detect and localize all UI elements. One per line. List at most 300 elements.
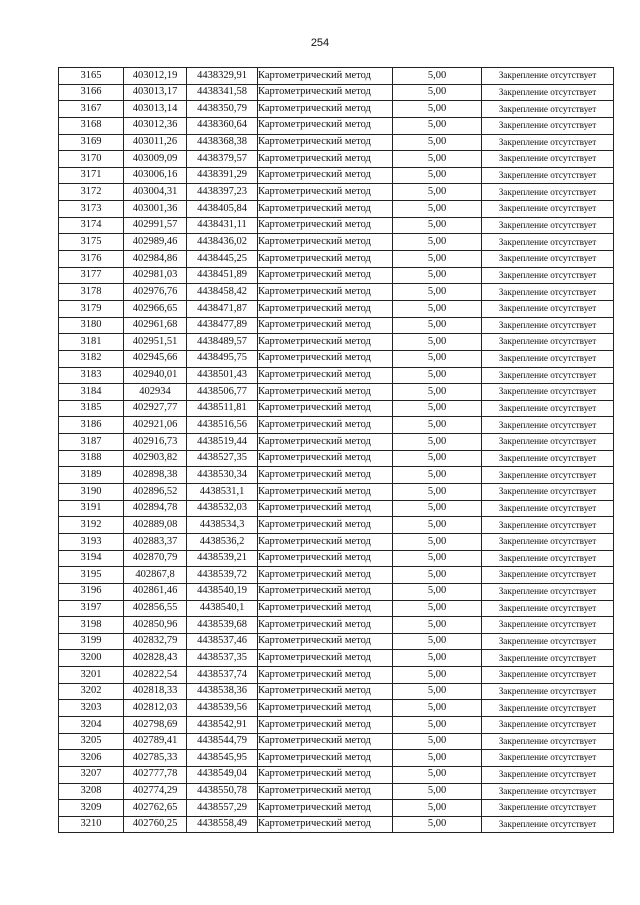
method-cell: Картометрический метод	[258, 267, 393, 284]
table-row	[59, 101, 614, 118]
accuracy-cell: 5,00	[393, 267, 482, 284]
accuracy-cell: 5,00	[393, 700, 482, 717]
table-row	[59, 400, 614, 417]
accuracy-cell: 5,00	[393, 467, 482, 484]
table-row	[59, 467, 614, 484]
point-number-cell: 3197	[59, 600, 124, 617]
method-cell: Картометрический метод	[258, 517, 393, 534]
accuracy-cell: 5,00	[393, 550, 482, 567]
y-coordinate-cell: 4438516,56	[187, 417, 258, 434]
method-cell: Картометрический метод	[258, 750, 393, 767]
table-row	[59, 617, 614, 634]
point-number-cell: 3182	[59, 350, 124, 367]
accuracy-cell: 5,00	[393, 400, 482, 417]
y-coordinate-cell: 4438391,29	[187, 167, 258, 184]
x-coordinate-cell: 403013,17	[124, 84, 187, 101]
method-cell: Картометрический метод	[258, 600, 393, 617]
accuracy-cell: 5,00	[393, 217, 482, 234]
y-coordinate-cell: 4438537,35	[187, 650, 258, 667]
point-number-cell: 3168	[59, 117, 124, 134]
x-coordinate-cell: 402785,33	[124, 750, 187, 767]
fixation-cell: Закрепление отсутствует	[482, 101, 614, 118]
y-coordinate-cell: 4438558,49	[187, 816, 258, 833]
y-coordinate-cell: 4438379,57	[187, 151, 258, 168]
fixation-cell: Закрепление отсутствует	[482, 567, 614, 584]
table-row	[59, 284, 614, 301]
accuracy-cell: 5,00	[393, 300, 482, 317]
x-coordinate-cell: 402798,69	[124, 716, 187, 733]
method-cell: Картометрический метод	[258, 816, 393, 833]
fixation-cell: Закрепление отсутствует	[482, 217, 614, 234]
method-cell: Картометрический метод	[258, 484, 393, 501]
x-coordinate-cell: 402976,76	[124, 284, 187, 301]
accuracy-cell: 5,00	[393, 683, 482, 700]
accuracy-cell: 5,00	[393, 650, 482, 667]
method-cell: Картометрический метод	[258, 650, 393, 667]
y-coordinate-cell: 4438544,79	[187, 733, 258, 750]
y-coordinate-cell: 4438532,03	[187, 500, 258, 517]
y-coordinate-cell: 4438530,34	[187, 467, 258, 484]
point-number-cell: 3181	[59, 334, 124, 351]
y-coordinate-cell: 4438536,2	[187, 533, 258, 550]
y-coordinate-cell: 4438368,38	[187, 134, 258, 151]
table-body	[59, 68, 614, 833]
accuracy-cell: 5,00	[393, 167, 482, 184]
x-coordinate-cell: 402916,73	[124, 434, 187, 451]
fixation-cell: Закрепление отсутствует	[482, 334, 614, 351]
table-row	[59, 167, 614, 184]
fixation-cell: Закрепление отсутствует	[482, 667, 614, 684]
x-coordinate-cell: 402856,55	[124, 600, 187, 617]
method-cell: Картометрический метод	[258, 217, 393, 234]
method-cell: Картометрический метод	[258, 800, 393, 817]
fixation-cell: Закрепление отсутствует	[482, 517, 614, 534]
accuracy-cell: 5,00	[393, 184, 482, 201]
method-cell: Картометрический метод	[258, 68, 393, 85]
x-coordinate-cell: 403006,16	[124, 167, 187, 184]
x-coordinate-cell: 402934	[124, 384, 187, 401]
fixation-cell: Закрепление отсутствует	[482, 167, 614, 184]
method-cell: Картометрический метод	[258, 251, 393, 268]
y-coordinate-cell: 4438495,75	[187, 350, 258, 367]
accuracy-cell: 5,00	[393, 417, 482, 434]
fixation-cell: Закрепление отсутствует	[482, 550, 614, 567]
x-coordinate-cell: 403012,19	[124, 68, 187, 85]
point-number-cell: 3210	[59, 816, 124, 833]
point-number-cell: 3190	[59, 484, 124, 501]
x-coordinate-cell: 403013,14	[124, 101, 187, 118]
fixation-cell: Закрепление отсутствует	[482, 184, 614, 201]
point-number-cell: 3165	[59, 68, 124, 85]
fixation-cell: Закрепление отсутствует	[482, 484, 614, 501]
accuracy-cell: 5,00	[393, 766, 482, 783]
x-coordinate-cell: 403009,09	[124, 151, 187, 168]
y-coordinate-cell: 4438511,81	[187, 400, 258, 417]
x-coordinate-cell: 403004,31	[124, 184, 187, 201]
point-number-cell: 3201	[59, 667, 124, 684]
fixation-cell: Закрепление отсутствует	[482, 683, 614, 700]
fixation-cell: Закрепление отсутствует	[482, 234, 614, 251]
x-coordinate-cell: 402883,37	[124, 533, 187, 550]
fixation-cell: Закрепление отсутствует	[482, 533, 614, 550]
y-coordinate-cell: 4438405,84	[187, 201, 258, 218]
table-row	[59, 450, 614, 467]
point-number-cell: 3184	[59, 384, 124, 401]
point-number-cell: 3178	[59, 284, 124, 301]
table-row	[59, 151, 614, 168]
point-number-cell: 3167	[59, 101, 124, 118]
fixation-cell: Закрепление отсутствует	[482, 450, 614, 467]
fixation-cell: Закрепление отсутствует	[482, 251, 614, 268]
point-number-cell: 3193	[59, 533, 124, 550]
fixation-cell: Закрепление отсутствует	[482, 467, 614, 484]
x-coordinate-cell: 403012,36	[124, 117, 187, 134]
x-coordinate-cell: 402867,8	[124, 567, 187, 584]
fixation-cell: Закрепление отсутствует	[482, 816, 614, 833]
table-row	[59, 217, 614, 234]
method-cell: Картометрический метод	[258, 101, 393, 118]
table-row	[59, 567, 614, 584]
point-number-cell: 3198	[59, 617, 124, 634]
x-coordinate-cell: 402966,65	[124, 300, 187, 317]
y-coordinate-cell: 4438537,74	[187, 667, 258, 684]
method-cell: Картометрический метод	[258, 284, 393, 301]
method-cell: Картометрический метод	[258, 151, 393, 168]
method-cell: Картометрический метод	[258, 783, 393, 800]
table-row	[59, 500, 614, 517]
method-cell: Картометрический метод	[258, 633, 393, 650]
fixation-cell: Закрепление отсутствует	[482, 267, 614, 284]
y-coordinate-cell: 4438445,25	[187, 251, 258, 268]
table-row	[59, 700, 614, 717]
x-coordinate-cell: 402961,68	[124, 317, 187, 334]
accuracy-cell: 5,00	[393, 117, 482, 134]
method-cell: Картометрический метод	[258, 300, 393, 317]
method-cell: Картометрический метод	[258, 583, 393, 600]
table-row	[59, 766, 614, 783]
x-coordinate-cell: 402889,08	[124, 517, 187, 534]
accuracy-cell: 5,00	[393, 716, 482, 733]
point-number-cell: 3194	[59, 550, 124, 567]
table-row	[59, 517, 614, 534]
point-number-cell: 3196	[59, 583, 124, 600]
method-cell: Картометрический метод	[258, 350, 393, 367]
method-cell: Картометрический метод	[258, 700, 393, 717]
y-coordinate-cell: 4438537,46	[187, 633, 258, 650]
y-coordinate-cell: 4438397,23	[187, 184, 258, 201]
accuracy-cell: 5,00	[393, 533, 482, 550]
x-coordinate-cell: 402777,78	[124, 766, 187, 783]
fixation-cell: Закрепление отсутствует	[482, 650, 614, 667]
y-coordinate-cell: 4438527,35	[187, 450, 258, 467]
x-coordinate-cell: 402991,57	[124, 217, 187, 234]
table-row	[59, 300, 614, 317]
point-number-cell: 3192	[59, 517, 124, 534]
point-number-cell: 3170	[59, 151, 124, 168]
table-row	[59, 317, 614, 334]
x-coordinate-cell: 402774,29	[124, 783, 187, 800]
x-coordinate-cell: 403011,26	[124, 134, 187, 151]
fixation-cell: Закрепление отсутствует	[482, 68, 614, 85]
x-coordinate-cell: 403001,36	[124, 201, 187, 218]
fixation-cell: Закрепление отсутствует	[482, 800, 614, 817]
fixation-cell: Закрепление отсутствует	[482, 151, 614, 168]
method-cell: Картометрический метод	[258, 683, 393, 700]
point-number-cell: 3172	[59, 184, 124, 201]
y-coordinate-cell: 4438451,89	[187, 267, 258, 284]
x-coordinate-cell: 402898,38	[124, 467, 187, 484]
fixation-cell: Закрепление отсутствует	[482, 600, 614, 617]
point-number-cell: 3169	[59, 134, 124, 151]
accuracy-cell: 5,00	[393, 350, 482, 367]
method-cell: Картометрический метод	[258, 450, 393, 467]
method-cell: Картометрический метод	[258, 550, 393, 567]
x-coordinate-cell: 402940,01	[124, 367, 187, 384]
page-number: 254	[310, 37, 330, 49]
method-cell: Картометрический метод	[258, 201, 393, 218]
table-row	[59, 716, 614, 733]
x-coordinate-cell: 402832,79	[124, 633, 187, 650]
fixation-cell: Закрепление отсутствует	[482, 500, 614, 517]
y-coordinate-cell: 4438557,29	[187, 800, 258, 817]
table-row	[59, 234, 614, 251]
y-coordinate-cell: 4438501,43	[187, 367, 258, 384]
y-coordinate-cell: 4438538,36	[187, 683, 258, 700]
y-coordinate-cell: 4438539,68	[187, 617, 258, 634]
coordinates-table	[58, 67, 614, 833]
x-coordinate-cell: 402894,78	[124, 500, 187, 517]
point-number-cell: 3202	[59, 683, 124, 700]
x-coordinate-cell: 402896,52	[124, 484, 187, 501]
accuracy-cell: 5,00	[393, 101, 482, 118]
fixation-cell: Закрепление отсутствует	[482, 300, 614, 317]
x-coordinate-cell: 402981,03	[124, 267, 187, 284]
table-row	[59, 750, 614, 767]
y-coordinate-cell: 4438350,79	[187, 101, 258, 118]
accuracy-cell: 5,00	[393, 384, 482, 401]
fixation-cell: Закрепление отсутствует	[482, 400, 614, 417]
method-cell: Картометрический метод	[258, 384, 393, 401]
point-number-cell: 3174	[59, 217, 124, 234]
fixation-cell: Закрепление отсутствует	[482, 350, 614, 367]
accuracy-cell: 5,00	[393, 434, 482, 451]
accuracy-cell: 5,00	[393, 667, 482, 684]
method-cell: Картометрический метод	[258, 84, 393, 101]
x-coordinate-cell: 402818,33	[124, 683, 187, 700]
accuracy-cell: 5,00	[393, 151, 482, 168]
method-cell: Картометрический метод	[258, 667, 393, 684]
table-row	[59, 600, 614, 617]
accuracy-cell: 5,00	[393, 334, 482, 351]
accuracy-cell: 5,00	[393, 201, 482, 218]
fixation-cell: Закрепление отсутствует	[482, 766, 614, 783]
x-coordinate-cell: 402870,79	[124, 550, 187, 567]
x-coordinate-cell: 402984,86	[124, 251, 187, 268]
y-coordinate-cell: 4438471,87	[187, 300, 258, 317]
fixation-cell: Закрепление отсутствует	[482, 750, 614, 767]
accuracy-cell: 5,00	[393, 517, 482, 534]
y-coordinate-cell: 4438539,72	[187, 567, 258, 584]
table-row	[59, 816, 614, 833]
point-number-cell: 3209	[59, 800, 124, 817]
x-coordinate-cell: 402945,66	[124, 350, 187, 367]
accuracy-cell: 5,00	[393, 583, 482, 600]
accuracy-cell: 5,00	[393, 284, 482, 301]
fixation-cell: Закрепление отсутствует	[482, 716, 614, 733]
accuracy-cell: 5,00	[393, 600, 482, 617]
x-coordinate-cell: 402828,43	[124, 650, 187, 667]
accuracy-cell: 5,00	[393, 84, 482, 101]
y-coordinate-cell: 4438329,91	[187, 68, 258, 85]
table-row	[59, 334, 614, 351]
fixation-cell: Закрепление отсутствует	[482, 84, 614, 101]
x-coordinate-cell: 402812,03	[124, 700, 187, 717]
table-row	[59, 417, 614, 434]
point-number-cell: 3166	[59, 84, 124, 101]
method-cell: Картометрический метод	[258, 533, 393, 550]
x-coordinate-cell: 402903,82	[124, 450, 187, 467]
point-number-cell: 3173	[59, 201, 124, 218]
accuracy-cell: 5,00	[393, 68, 482, 85]
method-cell: Картометрический метод	[258, 400, 393, 417]
x-coordinate-cell: 402927,77	[124, 400, 187, 417]
table-row	[59, 134, 614, 151]
accuracy-cell: 5,00	[393, 750, 482, 767]
point-number-cell: 3175	[59, 234, 124, 251]
point-number-cell: 3187	[59, 434, 124, 451]
accuracy-cell: 5,00	[393, 783, 482, 800]
point-number-cell: 3189	[59, 467, 124, 484]
table-row	[59, 68, 614, 85]
table-row	[59, 484, 614, 501]
table-row	[59, 683, 614, 700]
table-row	[59, 434, 614, 451]
accuracy-cell: 5,00	[393, 251, 482, 268]
method-cell: Картометрический метод	[258, 716, 393, 733]
accuracy-cell: 5,00	[393, 800, 482, 817]
y-coordinate-cell: 4438539,21	[187, 550, 258, 567]
y-coordinate-cell: 4438519,44	[187, 434, 258, 451]
accuracy-cell: 5,00	[393, 484, 482, 501]
point-number-cell: 3195	[59, 567, 124, 584]
method-cell: Картометрический метод	[258, 417, 393, 434]
y-coordinate-cell: 4438431,11	[187, 217, 258, 234]
point-number-cell: 3183	[59, 367, 124, 384]
fixation-cell: Закрепление отсутствует	[482, 633, 614, 650]
y-coordinate-cell: 4438550,78	[187, 783, 258, 800]
y-coordinate-cell: 4438341,58	[187, 84, 258, 101]
method-cell: Картометрический метод	[258, 500, 393, 517]
accuracy-cell: 5,00	[393, 367, 482, 384]
table-row	[59, 384, 614, 401]
point-number-cell: 3185	[59, 400, 124, 417]
x-coordinate-cell: 402762,65	[124, 800, 187, 817]
table-row	[59, 583, 614, 600]
fixation-cell: Закрепление отсутствует	[482, 583, 614, 600]
table-row	[59, 650, 614, 667]
point-number-cell: 3207	[59, 766, 124, 783]
method-cell: Картометрический метод	[258, 334, 393, 351]
point-number-cell: 3177	[59, 267, 124, 284]
table-row	[59, 84, 614, 101]
point-number-cell: 3180	[59, 317, 124, 334]
table-row	[59, 201, 614, 218]
accuracy-cell: 5,00	[393, 816, 482, 833]
table-row	[59, 350, 614, 367]
fixation-cell: Закрепление отсутствует	[482, 783, 614, 800]
x-coordinate-cell: 402861,46	[124, 583, 187, 600]
table-row	[59, 267, 614, 284]
table-row	[59, 117, 614, 134]
x-coordinate-cell: 402789,41	[124, 733, 187, 750]
fixation-cell: Закрепление отсутствует	[482, 317, 614, 334]
point-number-cell: 3171	[59, 167, 124, 184]
point-number-cell: 3206	[59, 750, 124, 767]
table-row	[59, 800, 614, 817]
fixation-cell: Закрепление отсутствует	[482, 201, 614, 218]
y-coordinate-cell: 4438436,02	[187, 234, 258, 251]
fixation-cell: Закрепление отсутствует	[482, 384, 614, 401]
accuracy-cell: 5,00	[393, 567, 482, 584]
accuracy-cell: 5,00	[393, 134, 482, 151]
table-row	[59, 633, 614, 650]
x-coordinate-cell: 402822,54	[124, 667, 187, 684]
method-cell: Картометрический метод	[258, 617, 393, 634]
accuracy-cell: 5,00	[393, 500, 482, 517]
accuracy-cell: 5,00	[393, 317, 482, 334]
x-coordinate-cell: 402760,25	[124, 816, 187, 833]
y-coordinate-cell: 4438489,57	[187, 334, 258, 351]
method-cell: Картометрический метод	[258, 467, 393, 484]
y-coordinate-cell: 4438534,3	[187, 517, 258, 534]
y-coordinate-cell: 4438549,04	[187, 766, 258, 783]
method-cell: Картометрический метод	[258, 317, 393, 334]
y-coordinate-cell: 4438540,1	[187, 600, 258, 617]
fixation-cell: Закрепление отсутствует	[482, 617, 614, 634]
method-cell: Картометрический метод	[258, 733, 393, 750]
table-row	[59, 184, 614, 201]
y-coordinate-cell: 4438458,42	[187, 284, 258, 301]
point-number-cell: 3188	[59, 450, 124, 467]
accuracy-cell: 5,00	[393, 633, 482, 650]
y-coordinate-cell: 4438540,19	[187, 583, 258, 600]
table-row	[59, 550, 614, 567]
accuracy-cell: 5,00	[393, 450, 482, 467]
y-coordinate-cell: 4438531,1	[187, 484, 258, 501]
accuracy-cell: 5,00	[393, 617, 482, 634]
method-cell: Картометрический метод	[258, 766, 393, 783]
method-cell: Картометрический метод	[258, 434, 393, 451]
point-number-cell: 3176	[59, 251, 124, 268]
fixation-cell: Закрепление отсутствует	[482, 434, 614, 451]
method-cell: Картометрический метод	[258, 184, 393, 201]
x-coordinate-cell: 402921,06	[124, 417, 187, 434]
y-coordinate-cell: 4438545,95	[187, 750, 258, 767]
method-cell: Картометрический метод	[258, 117, 393, 134]
y-coordinate-cell: 4438360,64	[187, 117, 258, 134]
point-number-cell: 3208	[59, 783, 124, 800]
table-row	[59, 533, 614, 550]
fixation-cell: Закрепление отсутствует	[482, 367, 614, 384]
x-coordinate-cell: 402850,96	[124, 617, 187, 634]
table-row	[59, 783, 614, 800]
table-row	[59, 367, 614, 384]
table-row	[59, 667, 614, 684]
fixation-cell: Закрепление отсутствует	[482, 700, 614, 717]
table-row	[59, 251, 614, 268]
y-coordinate-cell: 4438542,91	[187, 716, 258, 733]
fixation-cell: Закрепление отсутствует	[482, 733, 614, 750]
